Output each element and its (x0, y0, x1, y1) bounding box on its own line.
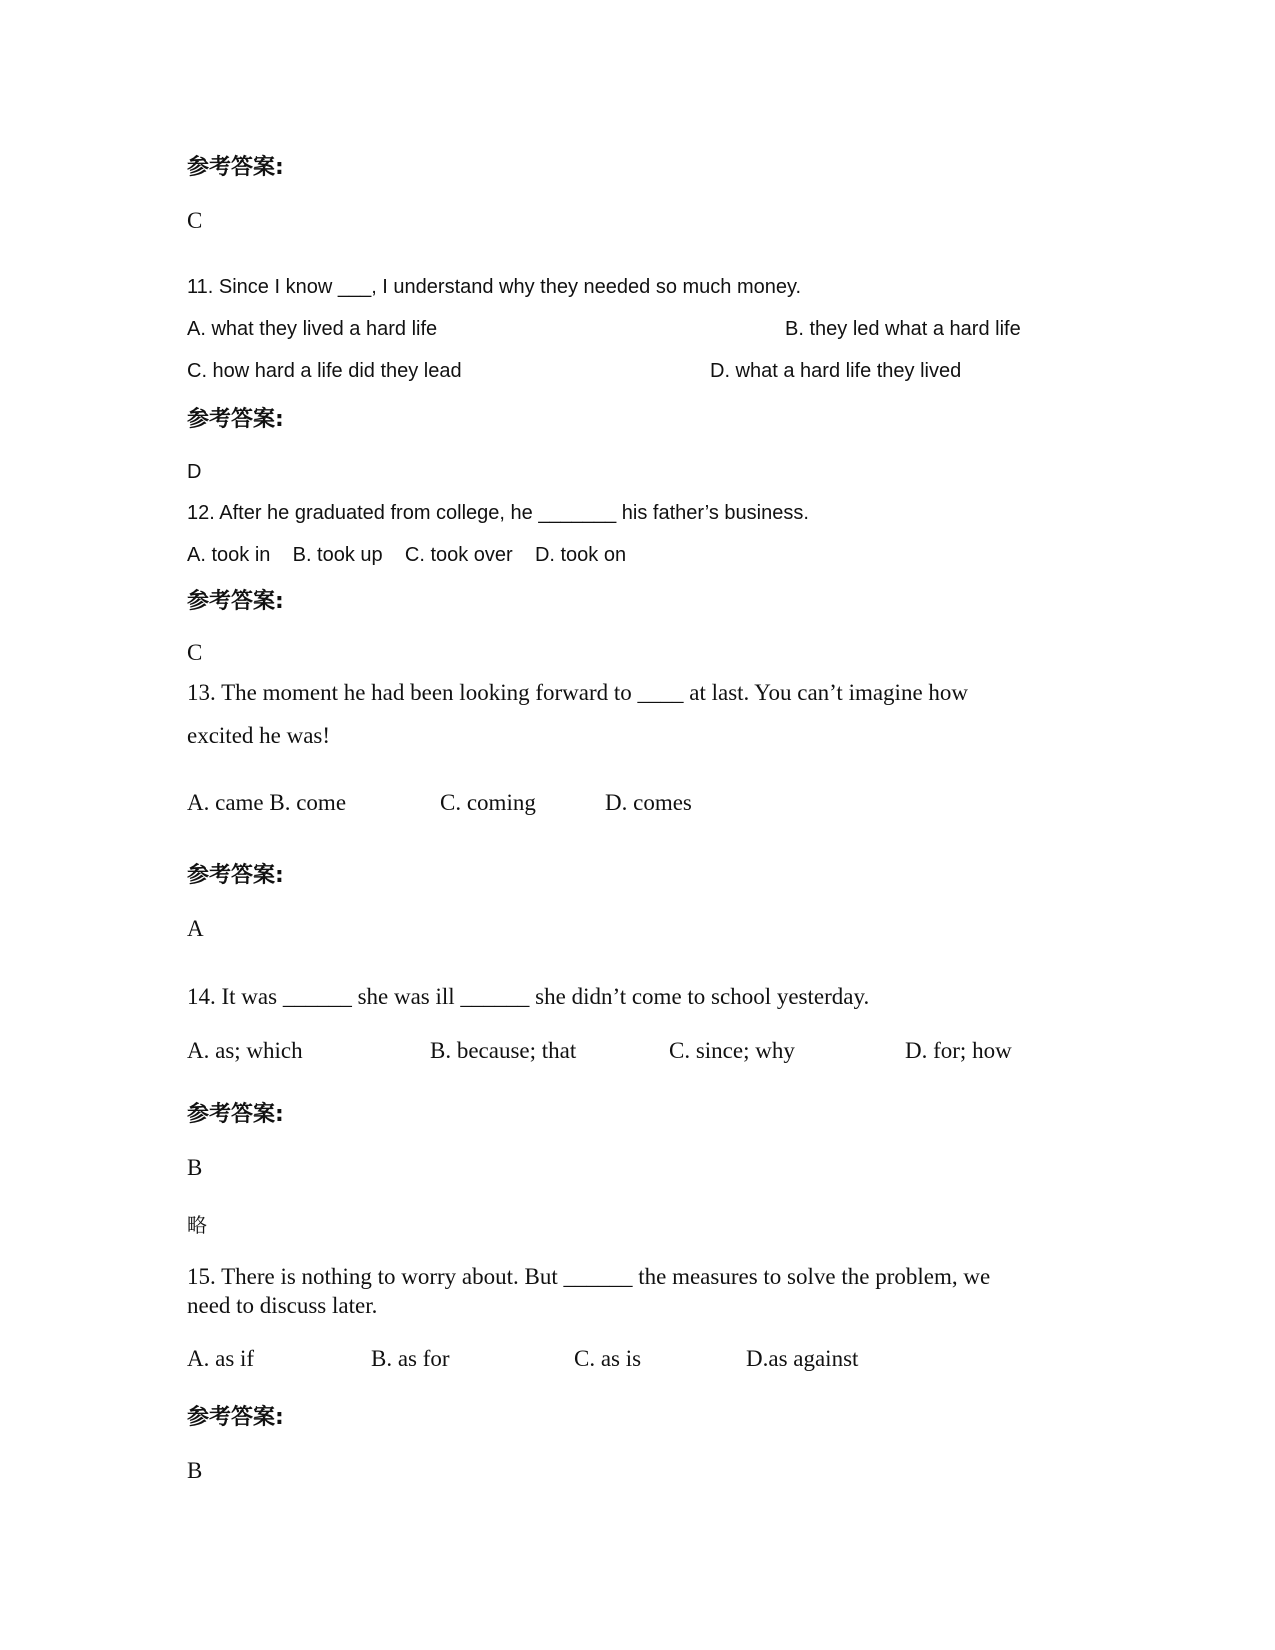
question-11-option-a: A. what they lived a hard life (187, 318, 438, 340)
question-11-option-d: D. what a hard life they lived (710, 360, 962, 382)
answer-value: D (187, 461, 202, 483)
question-15-stem-line1: 15. There is nothing to worry about. But ______ the measures to solve the problem, we (187, 1264, 991, 1289)
question-13-stem-line1: 13. The moment he had been looking forward to ____ at last. You can’t imagine how (187, 680, 969, 705)
question-14-stem: 14. It was ______ she was ill ______ she didn’t come to school yesterday. (187, 984, 870, 1009)
answer-label: 参考答案: (187, 1405, 284, 1430)
stem-text: 12. After he graduated from college, he (187, 502, 539, 524)
answer-value: B (187, 1155, 203, 1180)
answer-label: 参考答案: (187, 407, 284, 432)
question-11-option-c: C. how hard a life did they lead (187, 360, 462, 382)
question-11-stem: 11. Since I know ___, I understand why they needed so much money. (187, 276, 802, 298)
question-15-stem-line2: need to discuss later. (187, 1293, 378, 1318)
question-15-option-a: A. as if (187, 1346, 255, 1371)
answer-value: C (187, 640, 203, 665)
question-13-option-ab: A. came B. come (187, 790, 347, 815)
question-13-option-d: D. comes (605, 790, 692, 815)
answer-label: 参考答案: (187, 155, 284, 180)
question-14-option-d: D. for; how (905, 1038, 1012, 1063)
answer-note: 略 (187, 1213, 207, 1237)
stem-text: his father’s business. (616, 502, 809, 524)
answer-value: B (187, 1458, 203, 1483)
answer-blank: _______ (538, 502, 617, 524)
question-15-option-c: C. as is (574, 1346, 642, 1371)
answer-label: 参考答案: (187, 589, 284, 614)
question-13-stem-line2: excited he was! (187, 723, 331, 748)
question-14-option-a: A. as; which (187, 1038, 303, 1063)
question-15-option-b: B. as for (371, 1346, 450, 1371)
question-12-stem (187, 502, 809, 525)
question-14-option-c: C. since; why (669, 1038, 795, 1063)
question-14-option-b: B. because; that (430, 1038, 577, 1063)
answer-label: 参考答案: (187, 863, 284, 888)
answer-label: 参考答案: (187, 1102, 284, 1127)
question-12-options: A. took in B. took up C. took over D. took on (187, 544, 627, 566)
question-13-option-c: C. coming (440, 790, 536, 815)
question-15-option-d: D.as against (746, 1346, 859, 1371)
answer-value: A (187, 916, 204, 941)
answer-value: C (187, 208, 203, 233)
question-11-option-b: B. they led what a hard life (785, 318, 1021, 340)
